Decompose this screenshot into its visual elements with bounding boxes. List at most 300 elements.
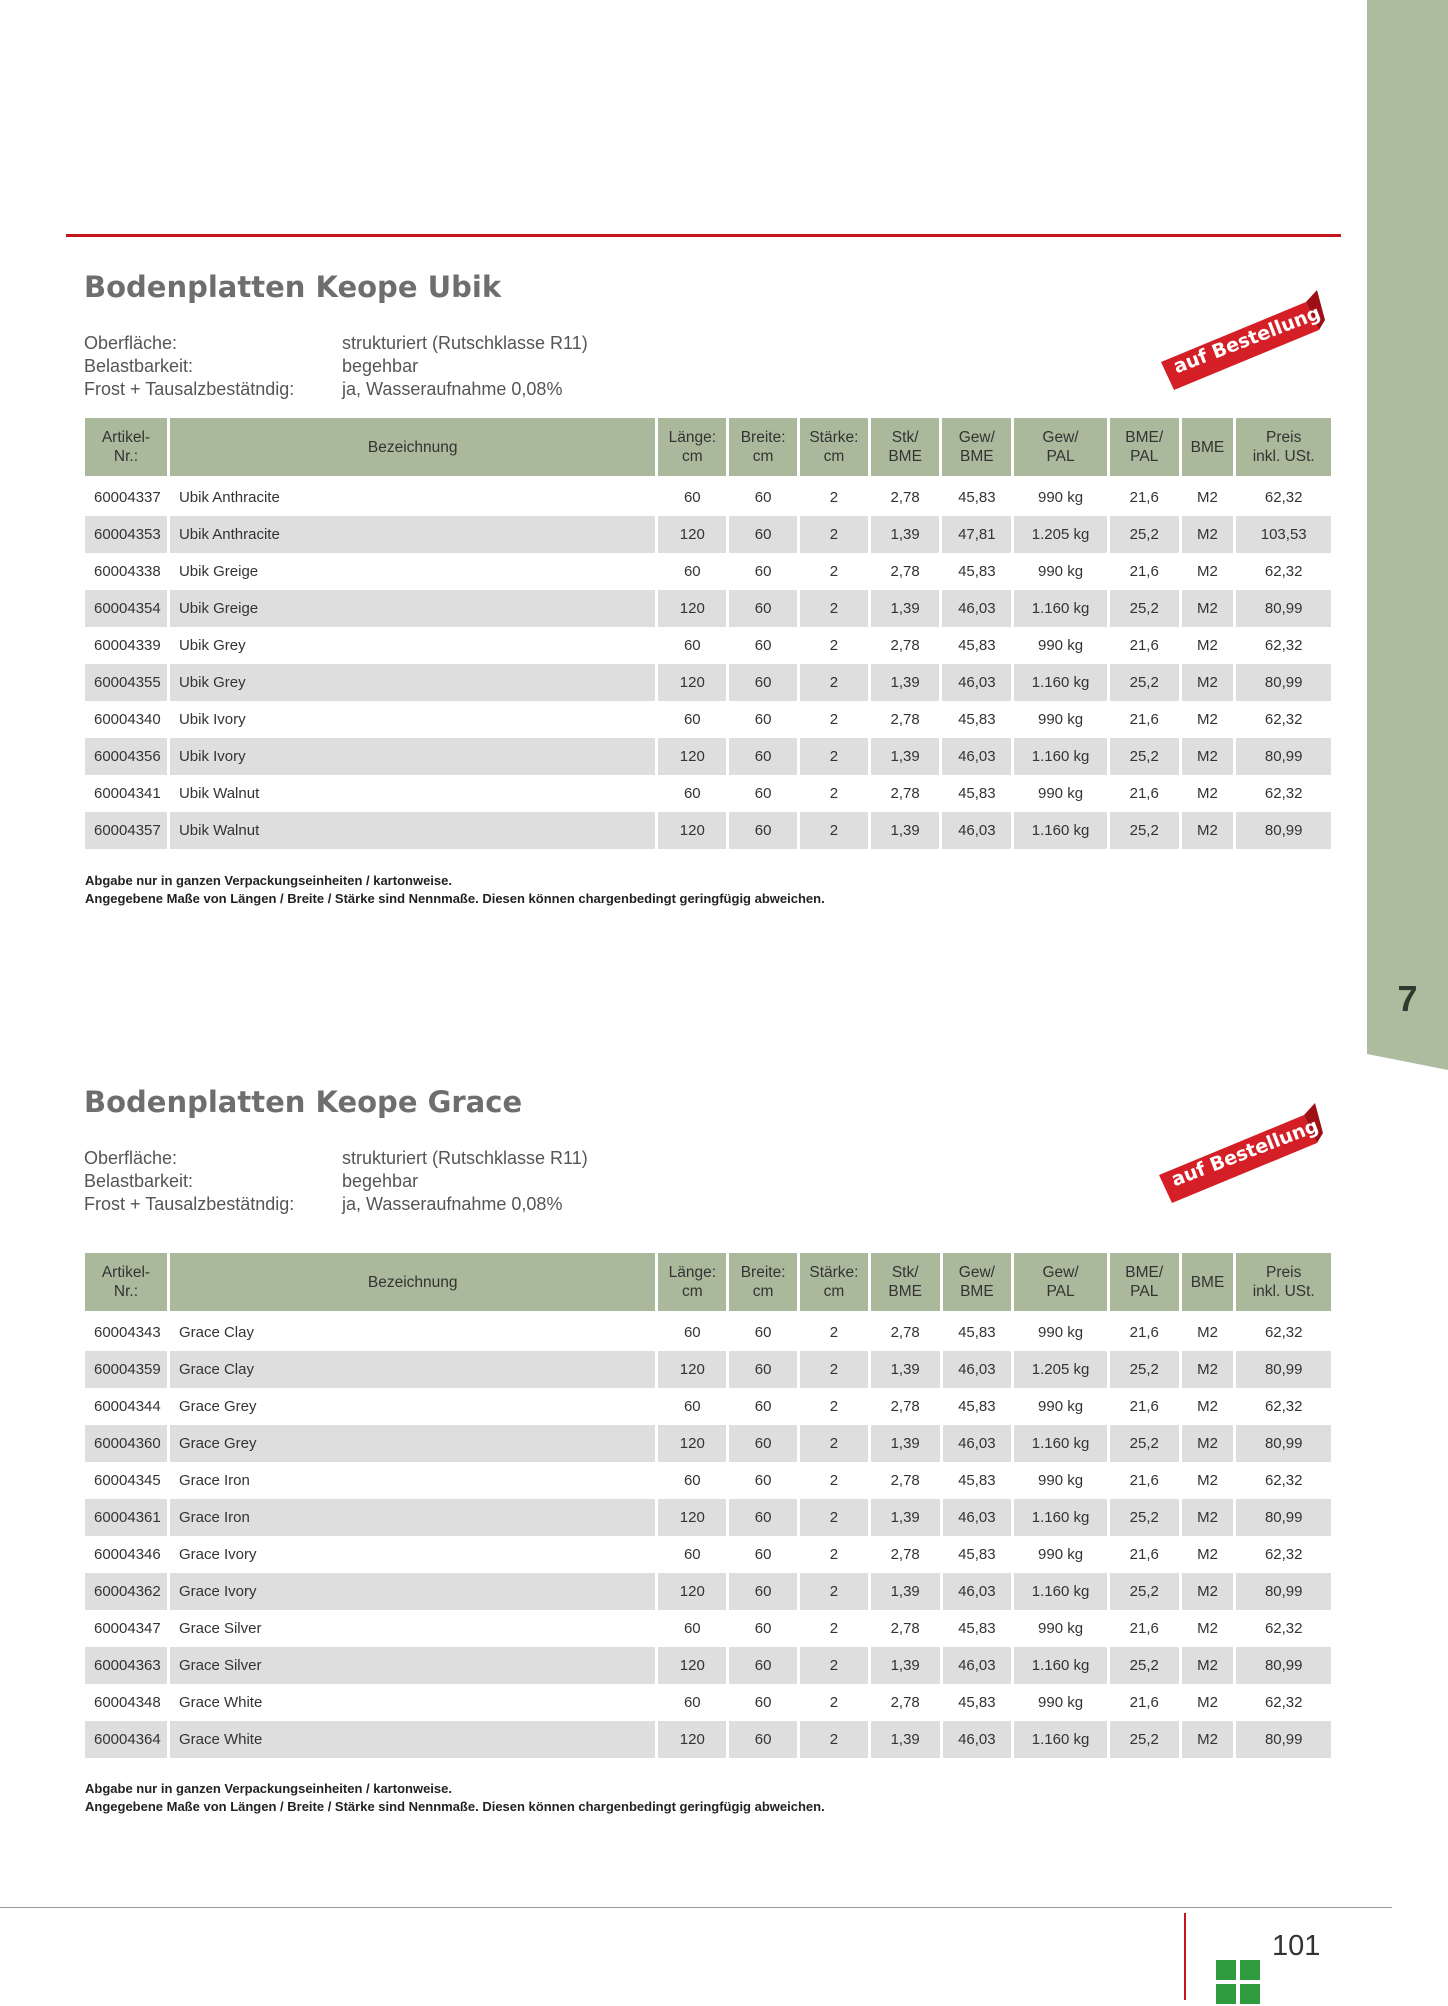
- cell-bezeichnung: Ubik Walnut: [178, 785, 260, 802]
- cell-bme-pal: 21,6: [1110, 476, 1179, 516]
- cell-bezeichnung: Ubik Grey: [170, 664, 655, 701]
- cell-bme: M2: [1182, 1425, 1234, 1462]
- cell-gew-bme: 45,83: [958, 1546, 996, 1563]
- property-value: begehbar: [342, 1171, 419, 1191]
- cell-breite: 60: [754, 1620, 772, 1637]
- cell-gew-bme: 46,03: [943, 1573, 1012, 1610]
- table-row: [85, 516, 1331, 553]
- cell-bezeichnung: Grace Ivory: [178, 1546, 257, 1563]
- cell-bme-pal: 25,2: [1110, 1647, 1179, 1684]
- cell-bezeichnung: Grace Grey: [170, 1425, 655, 1462]
- cell-gew-pal: 990 kg: [1038, 1398, 1084, 1415]
- col-stk-bme: Stk/ BME: [871, 1253, 940, 1311]
- cell-bme: M2: [1197, 1546, 1218, 1563]
- cell-bezeichnung: Grace White: [170, 1721, 655, 1758]
- cell-preis: 80,99: [1236, 1573, 1331, 1610]
- cell-bme-pal: 25,2: [1110, 738, 1179, 775]
- cell-staerke: 2: [829, 1472, 839, 1489]
- cell-breite: 60: [729, 664, 797, 701]
- cell-staerke: 2: [829, 637, 839, 654]
- cell-staerke: 2: [800, 812, 868, 849]
- section-ubik: [84, 270, 1334, 920]
- cell-stk-bme: 1,39: [871, 1499, 940, 1536]
- table-notes: [85, 1780, 825, 1816]
- cell-bme-pal: 25,2: [1110, 812, 1179, 849]
- cell-stk-bme: 1,39: [871, 1647, 940, 1684]
- table-header: [85, 1253, 1331, 1311]
- note-line: Abgabe nur in ganzen Verpackungseinheiten / kartonweise.: [85, 1781, 452, 1796]
- cell-bme-pal: 21,6: [1129, 1472, 1159, 1489]
- table-notes: [85, 872, 825, 908]
- cell-staerke: 2: [829, 563, 839, 580]
- cell-bezeichnung: Grace Silver: [178, 1620, 262, 1637]
- cell-gew-pal: 990 kg: [1038, 1694, 1084, 1711]
- cell-artikel-nr: 60004341: [94, 785, 161, 802]
- cell-bme: M2: [1182, 1351, 1234, 1388]
- property-value: strukturiert (Rutschklasse R11): [342, 1148, 588, 1168]
- cell-bme-pal: 21,6: [1110, 1311, 1179, 1351]
- cell-breite: 60: [754, 1546, 772, 1563]
- cell-staerke: 2: [800, 1721, 868, 1758]
- cell-laenge: 120: [658, 516, 726, 553]
- order-badge: [1159, 290, 1329, 420]
- cell-staerke: 2: [800, 1647, 868, 1684]
- col-laenge: Länge: cm: [658, 418, 726, 476]
- cell-gew-bme: 45,83: [958, 711, 996, 728]
- cell-gew-pal: 1.160 kg: [1014, 664, 1107, 701]
- cell-gew-pal: 990 kg: [1038, 785, 1084, 802]
- table-row: [85, 1536, 1331, 1573]
- cell-preis: 80,99: [1236, 1721, 1331, 1758]
- cell-laenge: 120: [658, 1721, 726, 1758]
- cell-bezeichnung: Ubik Greige: [178, 563, 259, 580]
- table-row: [85, 1351, 1331, 1388]
- property-label: Oberfläche:: [84, 1148, 178, 1168]
- property-label: Frost + Tausalzbestätndig:: [84, 379, 295, 399]
- cell-bezeichnung: Grace White: [178, 1694, 263, 1711]
- cell-artikel-nr: 60004338: [94, 563, 161, 580]
- cell-gew-pal: 990 kg: [1014, 476, 1107, 516]
- cell-bezeichnung: Grace Clay: [170, 1351, 655, 1388]
- property-value: strukturiert (Rutschklasse R11): [342, 333, 588, 353]
- product-table: [82, 418, 1334, 849]
- cell-bme: M2: [1197, 1694, 1218, 1711]
- cell-artikel-nr: 60004346: [94, 1546, 161, 1563]
- section-title: Bodenplatten Keope Ubik: [84, 270, 502, 304]
- cell-staerke: 2: [829, 785, 839, 802]
- cell-bezeichnung: Grace Clay: [170, 1311, 655, 1351]
- table-row: [85, 627, 1331, 664]
- table-row: [85, 1388, 1331, 1425]
- cell-gew-bme: 46,03: [942, 738, 1011, 775]
- cell-bezeichnung: Grace Iron: [178, 1472, 250, 1489]
- cell-laenge: 60: [683, 1620, 701, 1637]
- cell-staerke: 2: [800, 664, 868, 701]
- cell-artikel-nr: 60004363: [85, 1647, 167, 1684]
- cell-stk-bme: 2,78: [871, 476, 940, 516]
- col-bme-pal: BME/ PAL: [1110, 418, 1179, 476]
- cell-laenge: 120: [658, 1647, 726, 1684]
- cell-gew-pal: 1.160 kg: [1014, 1499, 1107, 1536]
- cell-bme: M2: [1182, 664, 1234, 701]
- cell-breite: 60: [729, 1351, 797, 1388]
- cell-breite: 60: [754, 785, 772, 802]
- cell-gew-bme: 45,83: [943, 1311, 1012, 1351]
- table-row: [85, 1462, 1331, 1499]
- cell-gew-bme: 46,03: [943, 1351, 1012, 1388]
- cell-gew-bme: 45,83: [942, 476, 1011, 516]
- note-line: Abgabe nur in ganzen Verpackungseinheiten / kartonweise.: [85, 873, 452, 888]
- cell-breite: 60: [729, 590, 797, 627]
- cell-stk-bme: 1,39: [871, 1573, 940, 1610]
- table-row: [85, 664, 1331, 701]
- cell-preis: 62,32: [1236, 1311, 1331, 1351]
- cell-laenge: 60: [683, 1546, 701, 1563]
- cell-bme: M2: [1182, 1311, 1234, 1351]
- cell-bme: M2: [1197, 711, 1218, 728]
- cell-artikel-nr: 60004339: [94, 637, 161, 654]
- col-gew-pal: Gew/ PAL: [1014, 1253, 1107, 1311]
- table-row: [85, 738, 1331, 775]
- cell-artikel-nr: 60004337: [85, 476, 167, 516]
- cell-artikel-nr: 60004360: [85, 1425, 167, 1462]
- cell-laenge: 120: [658, 738, 726, 775]
- cell-preis: 80,99: [1236, 738, 1331, 775]
- cell-laenge: 60: [658, 1311, 726, 1351]
- table-body: [85, 1311, 1331, 1758]
- cell-stk-bme: 2,78: [890, 1694, 920, 1711]
- order-badge: [1157, 1103, 1327, 1233]
- cell-laenge: 60: [658, 476, 726, 516]
- cell-staerke: 2: [800, 1351, 868, 1388]
- cell-breite: 60: [729, 1425, 797, 1462]
- cell-laenge: 120: [658, 1499, 726, 1536]
- cell-gew-bme: 46,03: [943, 1499, 1012, 1536]
- cell-gew-bme: 45,83: [958, 1398, 996, 1415]
- cell-breite: 60: [754, 1472, 772, 1489]
- cell-artikel-nr: 60004347: [94, 1620, 161, 1637]
- table-row: [85, 1311, 1331, 1351]
- cell-preis: 80,99: [1236, 1351, 1331, 1388]
- col-breite: Breite: cm: [729, 1253, 797, 1311]
- table-row: [85, 590, 1331, 627]
- cell-stk-bme: 1,39: [871, 664, 940, 701]
- cell-bme: M2: [1182, 1721, 1234, 1758]
- col-preis: Preis inkl. USt.: [1236, 418, 1331, 476]
- table-row: [85, 1499, 1331, 1536]
- table-row: [85, 1573, 1331, 1610]
- cell-bezeichnung: Ubik Ivory: [170, 738, 655, 775]
- cell-breite: 60: [729, 516, 797, 553]
- cell-bme-pal: 21,6: [1129, 1620, 1159, 1637]
- cell-gew-pal: 1.160 kg: [1014, 590, 1107, 627]
- cell-bezeichnung: Ubik Grey: [178, 637, 246, 654]
- col-bezeichnung: Bezeichnung: [170, 418, 655, 476]
- cell-artikel-nr: 60004345: [94, 1472, 161, 1489]
- cell-stk-bme: 2,78: [890, 1546, 920, 1563]
- cell-gew-bme: 46,03: [942, 590, 1011, 627]
- cell-stk-bme: 1,39: [871, 1425, 940, 1462]
- table-body: [85, 476, 1331, 849]
- cell-preis: 62,32: [1264, 637, 1303, 654]
- cell-bme: M2: [1182, 516, 1234, 553]
- cell-breite: 60: [754, 711, 772, 728]
- cell-laenge: 60: [683, 563, 701, 580]
- cell-gew-bme: 47,81: [942, 516, 1011, 553]
- cell-breite: 60: [729, 1647, 797, 1684]
- col-stk-bme: Stk/ BME: [871, 418, 940, 476]
- cell-bme: M2: [1197, 637, 1218, 654]
- cell-bme: M2: [1197, 785, 1218, 802]
- cell-artikel-nr: 60004353: [85, 516, 167, 553]
- table-header: [85, 418, 1331, 476]
- cell-preis: 80,99: [1236, 664, 1331, 701]
- cell-laenge: 120: [658, 812, 726, 849]
- cell-stk-bme: 2,78: [890, 1620, 920, 1637]
- cell-stk-bme: 2,78: [890, 563, 920, 580]
- cell-stk-bme: 2,78: [890, 785, 920, 802]
- table-row: [85, 1721, 1331, 1758]
- top-divider: [66, 234, 1341, 237]
- cell-bme: M2: [1182, 590, 1234, 627]
- cell-laenge: 60: [683, 1398, 701, 1415]
- cell-stk-bme: 2,78: [890, 637, 920, 654]
- cell-laenge: 120: [658, 1351, 726, 1388]
- cell-gew-pal: 990 kg: [1038, 1472, 1084, 1489]
- cell-bme: M2: [1182, 1573, 1234, 1610]
- cell-gew-pal: 990 kg: [1038, 1620, 1084, 1637]
- cell-artikel-nr: 60004362: [85, 1573, 167, 1610]
- col-gew-pal: Gew/ PAL: [1014, 418, 1107, 476]
- property-label: Frost + Tausalzbestätndig:: [84, 1194, 295, 1214]
- cell-preis: 62,32: [1264, 785, 1303, 802]
- section-title: Bodenplatten Keope Grace: [84, 1085, 523, 1119]
- col-bezeichnung: Bezeichnung: [170, 1253, 655, 1311]
- col-artikel: Artikel- Nr.:: [85, 418, 167, 476]
- cell-gew-pal: 1.160 kg: [1014, 1647, 1107, 1684]
- cell-gew-pal: 1.160 kg: [1014, 1573, 1107, 1610]
- cell-bme-pal: 21,6: [1129, 711, 1159, 728]
- cell-gew-pal: 1.160 kg: [1014, 1425, 1107, 1462]
- table-row: [85, 812, 1331, 849]
- cell-gew-pal: 1.205 kg: [1014, 516, 1107, 553]
- cell-breite: 60: [729, 1573, 797, 1610]
- cell-gew-bme: 46,03: [942, 812, 1011, 849]
- cell-bme-pal: 25,2: [1110, 1425, 1179, 1462]
- cell-staerke: 2: [829, 1620, 839, 1637]
- cell-artikel-nr: 60004348: [94, 1694, 161, 1711]
- note-line: Angegebene Maße von Längen / Breite / Stärke sind Nennmaße. Diesen können chargenbedingt geringfügig abweichen.: [85, 891, 825, 906]
- cell-artikel-nr: 60004357: [85, 812, 167, 849]
- cell-preis: 62,32: [1264, 1398, 1303, 1415]
- col-preis: Preis inkl. USt.: [1236, 1253, 1331, 1311]
- cell-bme-pal: 25,2: [1110, 590, 1179, 627]
- cell-bme-pal: 25,2: [1110, 1499, 1179, 1536]
- table-row: [85, 476, 1331, 516]
- cell-gew-pal: 1.160 kg: [1014, 738, 1107, 775]
- cell-bme-pal: 21,6: [1129, 785, 1159, 802]
- cell-laenge: 60: [683, 1472, 701, 1489]
- cell-bme: M2: [1182, 476, 1234, 516]
- cell-bme: M2: [1182, 1499, 1234, 1536]
- chapter-number: 7: [1397, 978, 1418, 1019]
- cell-bezeichnung: Ubik Anthracite: [170, 476, 655, 516]
- property-value: ja, Wasseraufnahme 0,08%: [342, 379, 563, 399]
- property-value: begehbar: [342, 356, 419, 376]
- cell-preis: 80,99: [1236, 1499, 1331, 1536]
- brand-logo-icon: [1216, 1960, 1262, 2006]
- cell-breite: 60: [729, 1499, 797, 1536]
- cell-breite: 60: [729, 1311, 797, 1351]
- section-grace: [84, 1085, 1334, 1825]
- table-row: [85, 701, 1331, 738]
- col-bme: BME: [1182, 1253, 1234, 1311]
- cell-preis: 80,99: [1236, 1647, 1331, 1684]
- cell-preis: 80,99: [1236, 590, 1331, 627]
- col-laenge: Länge: cm: [658, 1253, 726, 1311]
- cell-stk-bme: 1,39: [871, 738, 940, 775]
- cell-staerke: 2: [829, 1694, 839, 1711]
- cell-laenge: 60: [683, 1694, 701, 1711]
- cell-artikel-nr: 60004356: [85, 738, 167, 775]
- cell-bme: M2: [1182, 1647, 1234, 1684]
- cell-gew-pal: 990 kg: [1038, 1546, 1084, 1563]
- cell-bezeichnung: Ubik Anthracite: [170, 516, 655, 553]
- cell-preis: 62,32: [1264, 1694, 1303, 1711]
- cell-gew-bme: 45,83: [958, 563, 996, 580]
- property-label: Oberfläche:: [84, 333, 178, 353]
- cell-stk-bme: 1,39: [871, 1351, 940, 1388]
- cell-bme-pal: 25,2: [1110, 1721, 1179, 1758]
- cell-breite: 60: [729, 476, 797, 516]
- product-table: [82, 1253, 1334, 1758]
- cell-staerke: 2: [829, 711, 839, 728]
- property-label: Belastbarkeit:: [84, 356, 194, 376]
- cell-bme-pal: 25,2: [1110, 1573, 1179, 1610]
- cell-bme-pal: 21,6: [1129, 1694, 1159, 1711]
- cell-preis: 62,32: [1236, 476, 1331, 516]
- cell-bme-pal: 25,2: [1110, 516, 1179, 553]
- col-staerke: Stärke: cm: [800, 1253, 868, 1311]
- cell-stk-bme: 2,78: [890, 711, 920, 728]
- cell-bezeichnung: Grace Grey: [178, 1398, 257, 1415]
- cell-bme-pal: 25,2: [1110, 1351, 1179, 1388]
- cell-bme: M2: [1197, 1620, 1218, 1637]
- cell-gew-pal: 1.160 kg: [1014, 1721, 1107, 1758]
- cell-preis: 80,99: [1236, 812, 1331, 849]
- cell-staerke: 2: [800, 1425, 868, 1462]
- cell-staerke: 2: [800, 1499, 868, 1536]
- cell-gew-pal: 990 kg: [1038, 711, 1084, 728]
- cell-staerke: 2: [800, 1573, 868, 1610]
- cell-staerke: 2: [829, 1398, 839, 1415]
- cell-laenge: 120: [658, 1425, 726, 1462]
- cell-artikel-nr: 60004364: [85, 1721, 167, 1758]
- cell-gew-pal: 990 kg: [1038, 563, 1084, 580]
- cell-breite: 60: [754, 637, 772, 654]
- cell-bme: M2: [1197, 1398, 1218, 1415]
- cell-breite: 60: [754, 563, 772, 580]
- cell-stk-bme: 1,39: [871, 812, 940, 849]
- cell-preis: 62,32: [1264, 711, 1303, 728]
- cell-gew-bme: 45,83: [958, 785, 996, 802]
- col-gew-bme: Gew/ BME: [942, 418, 1011, 476]
- table-row: [85, 775, 1331, 812]
- cell-breite: 60: [729, 738, 797, 775]
- cell-gew-bme: 45,83: [958, 637, 996, 654]
- cell-staerke: 2: [800, 1311, 868, 1351]
- cell-preis: 80,99: [1236, 1425, 1331, 1462]
- chapter-side-tab: [1367, 0, 1448, 1070]
- cell-bme-pal: 21,6: [1129, 637, 1159, 654]
- col-artikel: Artikel- Nr.:: [85, 1253, 167, 1311]
- cell-gew-bme: 46,03: [943, 1647, 1012, 1684]
- cell-laenge: 120: [658, 664, 726, 701]
- col-gew-bme: Gew/ BME: [943, 1253, 1012, 1311]
- footer-accent-line: [1184, 1913, 1186, 2000]
- cell-bme: M2: [1197, 563, 1218, 580]
- cell-bme: M2: [1197, 1472, 1218, 1489]
- cell-bezeichnung: Grace Iron: [170, 1499, 655, 1536]
- cell-bezeichnung: Ubik Greige: [170, 590, 655, 627]
- cell-stk-bme: 2,78: [890, 1472, 920, 1489]
- cell-breite: 60: [729, 812, 797, 849]
- cell-bme: M2: [1182, 738, 1234, 775]
- cell-preis: 62,32: [1264, 563, 1303, 580]
- cell-laenge: 60: [683, 711, 701, 728]
- cell-bezeichnung: Ubik Walnut: [170, 812, 655, 849]
- badge-label: auf Bestellung: [1168, 1114, 1322, 1192]
- cell-bezeichnung: Ubik Ivory: [178, 711, 246, 728]
- cell-gew-bme: 45,83: [958, 1620, 996, 1637]
- col-breite: Breite: cm: [729, 418, 797, 476]
- cell-gew-bme: 45,83: [958, 1472, 996, 1489]
- cell-gew-bme: 45,83: [958, 1694, 996, 1711]
- cell-laenge: 120: [658, 590, 726, 627]
- cell-gew-bme: 46,03: [943, 1721, 1012, 1758]
- cell-laenge: 60: [683, 637, 701, 654]
- cell-staerke: 2: [800, 516, 868, 553]
- cell-preis: 62,32: [1264, 1546, 1303, 1563]
- cell-staerke: 2: [800, 738, 868, 775]
- cell-stk-bme: 2,78: [890, 1398, 920, 1415]
- property-label: Belastbarkeit:: [84, 1171, 194, 1191]
- col-bme: BME: [1182, 418, 1234, 476]
- cell-artikel-nr: 60004355: [85, 664, 167, 701]
- cell-stk-bme: 1,39: [871, 1721, 940, 1758]
- cell-preis: 62,32: [1264, 1620, 1303, 1637]
- cell-breite: 60: [754, 1694, 772, 1711]
- cell-bezeichnung: Grace Silver: [170, 1647, 655, 1684]
- cell-breite: 60: [754, 1398, 772, 1415]
- badge-label: auf Bestellung: [1170, 301, 1324, 379]
- col-bme-pal: BME/ PAL: [1110, 1253, 1179, 1311]
- cell-gew-bme: 46,03: [943, 1425, 1012, 1462]
- cell-staerke: 2: [800, 590, 868, 627]
- cell-gew-pal: 1.205 kg: [1014, 1351, 1107, 1388]
- note-line: Angegebene Maße von Längen / Breite / Stärke sind Nennmaße. Diesen können chargenbedingt geringfügig abweichen.: [85, 1799, 825, 1814]
- cell-bezeichnung: Grace Ivory: [170, 1573, 655, 1610]
- cell-artikel-nr: 60004343: [85, 1311, 167, 1351]
- cell-bme: M2: [1182, 812, 1234, 849]
- table-row: [85, 1684, 1331, 1721]
- cell-stk-bme: 2,78: [871, 1311, 940, 1351]
- cell-preis: 62,32: [1264, 1472, 1303, 1489]
- cell-breite: 60: [729, 1721, 797, 1758]
- cell-gew-bme: 46,03: [942, 664, 1011, 701]
- cell-artikel-nr: 60004361: [85, 1499, 167, 1536]
- cell-staerke: 2: [829, 1546, 839, 1563]
